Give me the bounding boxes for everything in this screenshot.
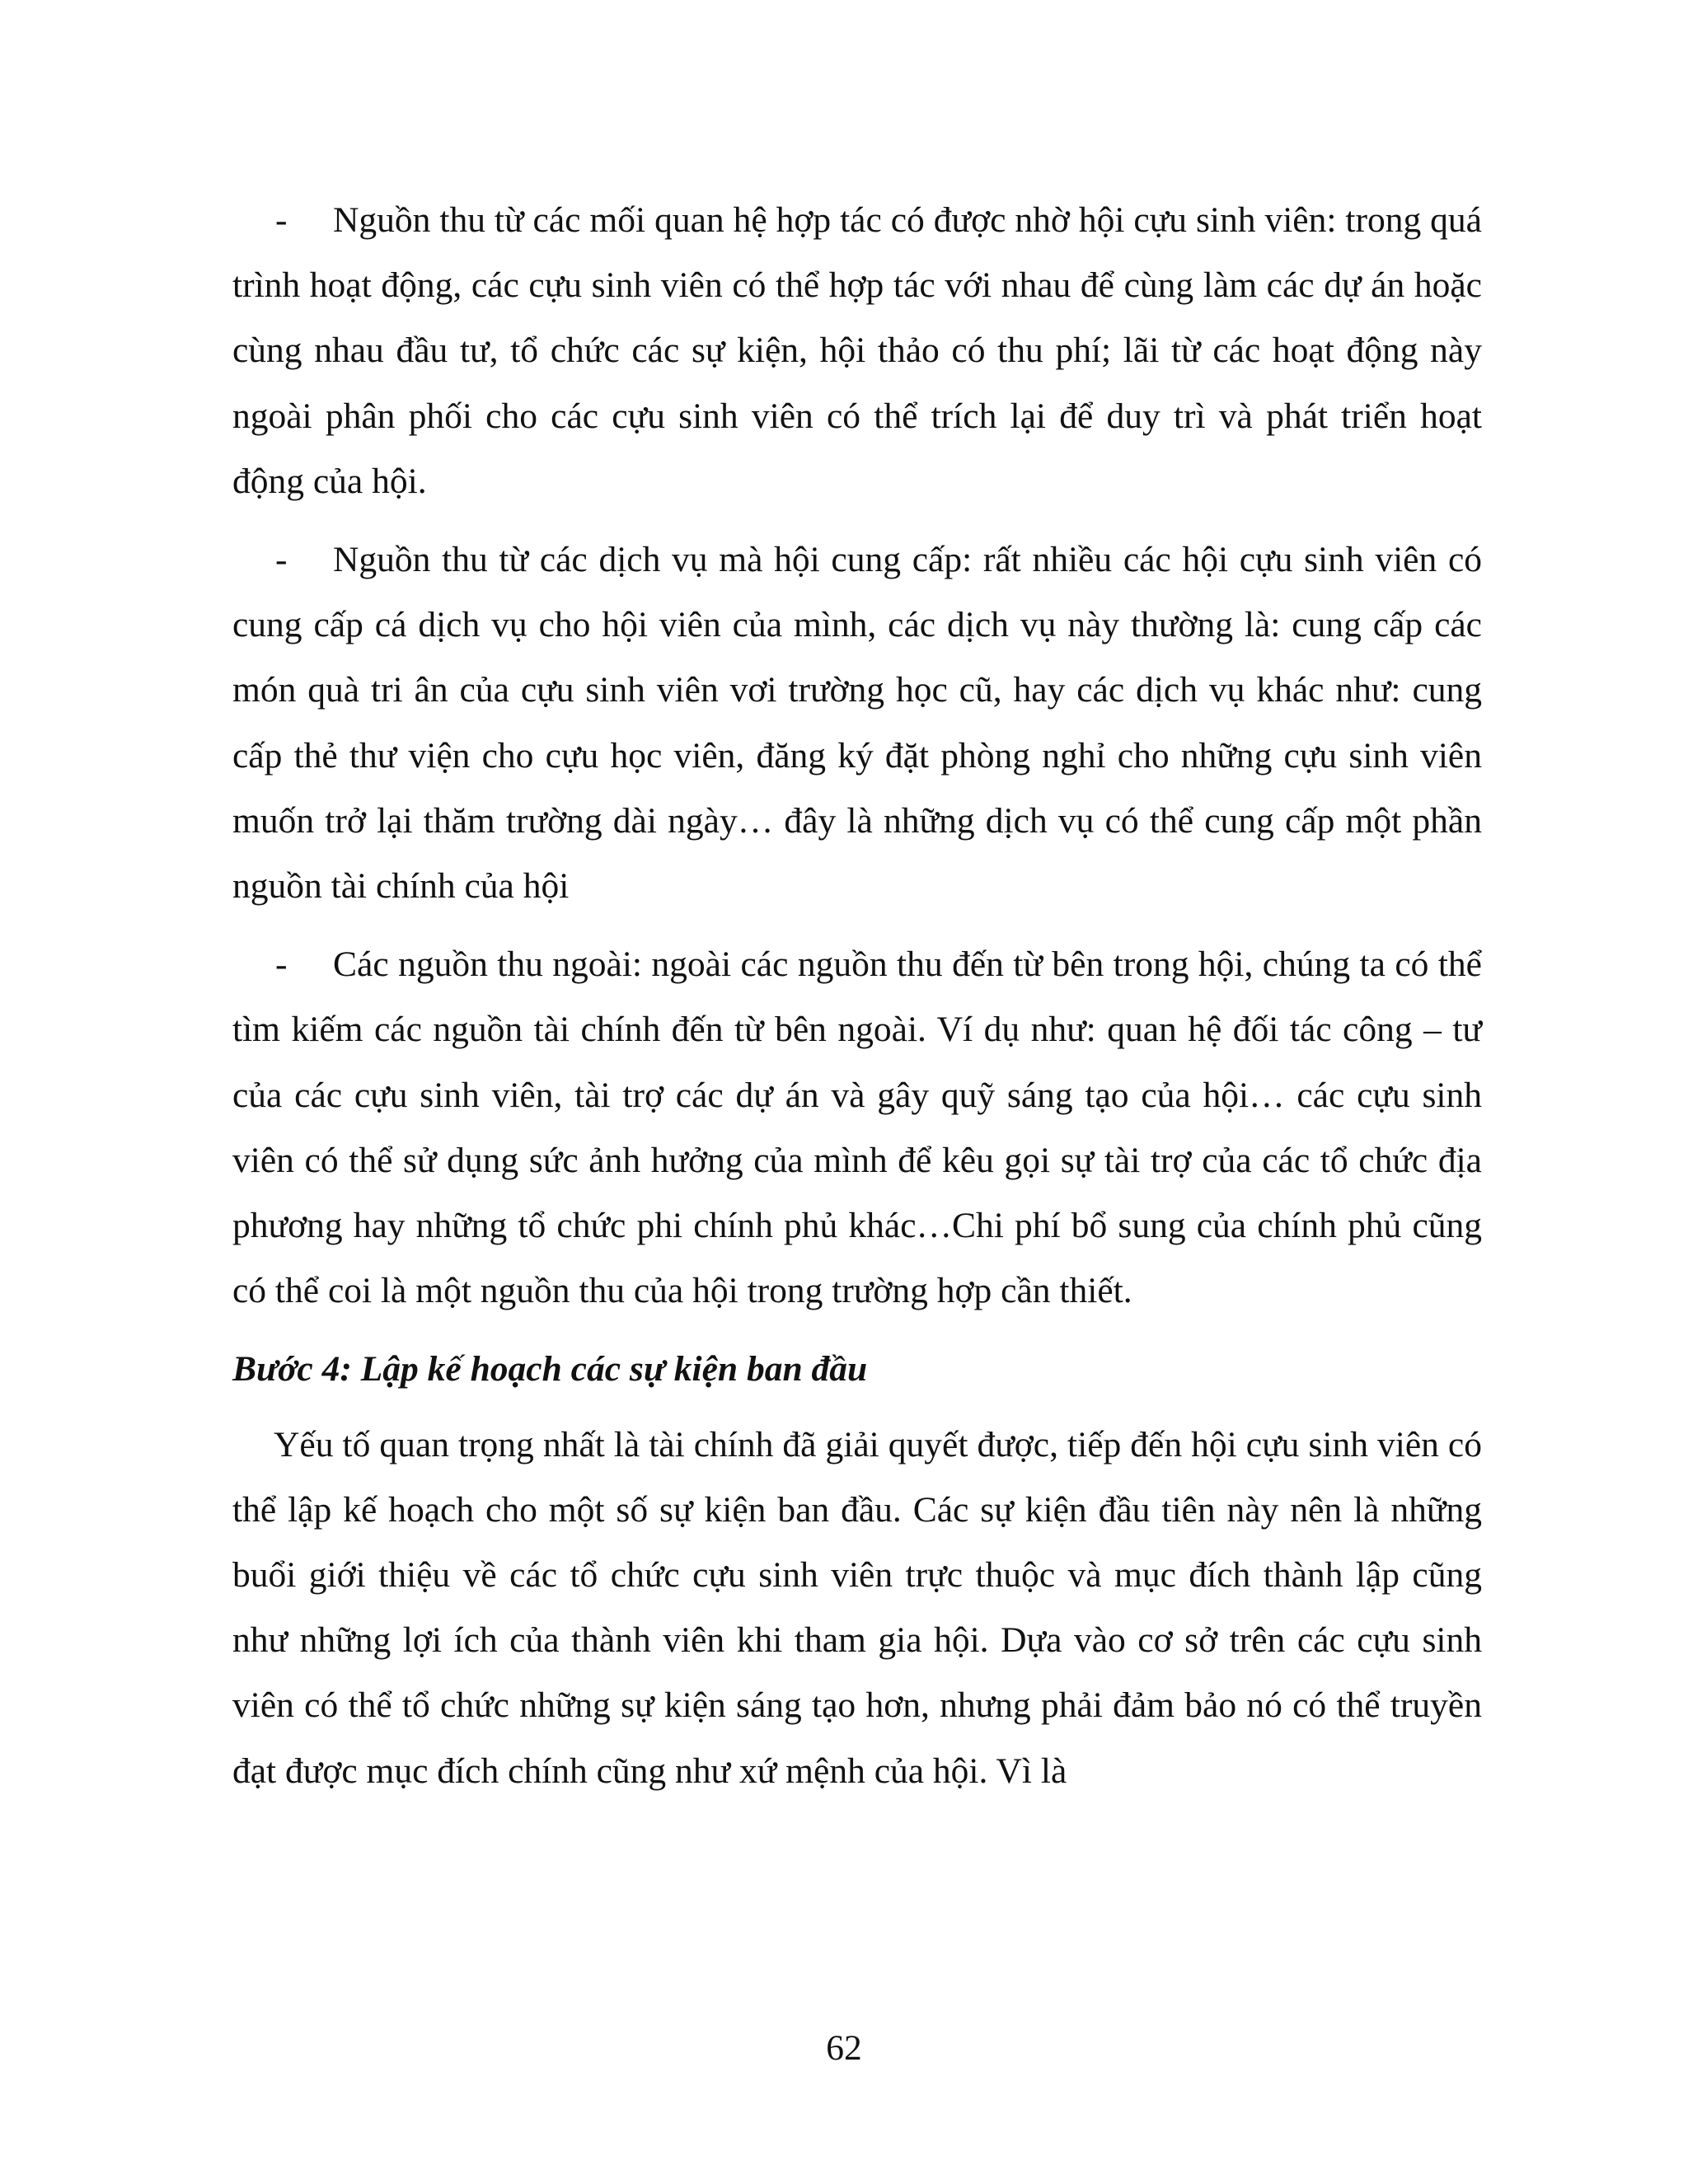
body-paragraph: Yếu tố quan trọng nhất là tài chính đã giải quyết được, tiếp đến hội cựu sinh viên có thể lập kế hoạch cho một số sự kiện ban đầu. Các sự kiện đầu tiên này nên là những buổi giới thiệu về các tổ chức cựu sinh viên trực thuộc và mục đích thành lập cũng như những lợi ích của thành viên khi tham gia hội. Dựa vào cơ sở trên các cựu sinh viên có thể tổ chức những sự kiện sáng tạo hơn, nhưng phải đảm bảo nó có thể truyền đạt được mục đích chính cũng như xứ mệnh của hội. Vì là: [232, 1424, 1482, 1791]
bullet-item-partnership-income: [232, 188, 1482, 514]
bullet-text: Nguồn thu từ các dịch vụ mà hội cung cấp: rất nhiều các hội cựu sinh viên có cung cấp cá dịch vụ cho hội viên của mình, các dịch vụ này thường là: cung cấp các món quà tri ân của cựu sinh viên vơi trường học cũ, hay các dịch vụ khác như: cung cấp thẻ thư viện cho cựu học viên, đăng ký đặt phòng nghỉ cho những cựu sinh viên muốn trở lại thăm trường dài ngày… đây là những dịch vụ có thể cung cấp một phần nguồn tài chính của hội: [232, 540, 1482, 907]
bullet-dash: -: [275, 944, 288, 985]
bullet-dash: -: [275, 540, 288, 580]
bullet-text: Nguồn thu từ các mối quan hệ hợp tác có được nhờ hội cựu sinh viên: trong quá trình hoạt động, các cựu sinh viên có thể hợp tác với nhau để cùng làm các dự án hoặc cùng nhau đầu tư, tổ chức các sự kiện, hội thảo có thu phí; lãi từ các hoạt động này ngoài phân phối cho các cựu sinh viên có thể trích lại để duy trì và phát triển hoạt động của hội.: [232, 200, 1482, 501]
document-page: [232, 188, 1482, 1804]
bullet-item-external-income: [232, 932, 1482, 1324]
bullet-item-service-income: [232, 527, 1482, 919]
bullet-text: Các nguồn thu ngoài: ngoài các nguồn thu đến từ bên trong hội, chúng ta có thể tìm kiếm các nguồn tài chính đến từ bên ngoài. Ví dụ như: quan hệ đối tác công – tư của các cựu sinh viên, tài trợ các dự án và gây quỹ sáng tạo của hội… các cựu sinh viên có thể sử dụng sức ảnh hưởng của mình để kêu gọi sự tài trợ của các tổ chức địa phương hay những tổ chức phi chính phủ khác…Chi phí bổ sung của chính phủ cũng có thể coi là một nguồn thu của hội trong trường hợp cần thiết.: [232, 944, 1482, 1311]
bullet-dash: -: [275, 200, 288, 240]
page-number: 62: [826, 2028, 862, 2068]
section-heading-step-4: Bước 4: Lập kế hoạch các sự kiện ban đầu: [232, 1349, 868, 1390]
